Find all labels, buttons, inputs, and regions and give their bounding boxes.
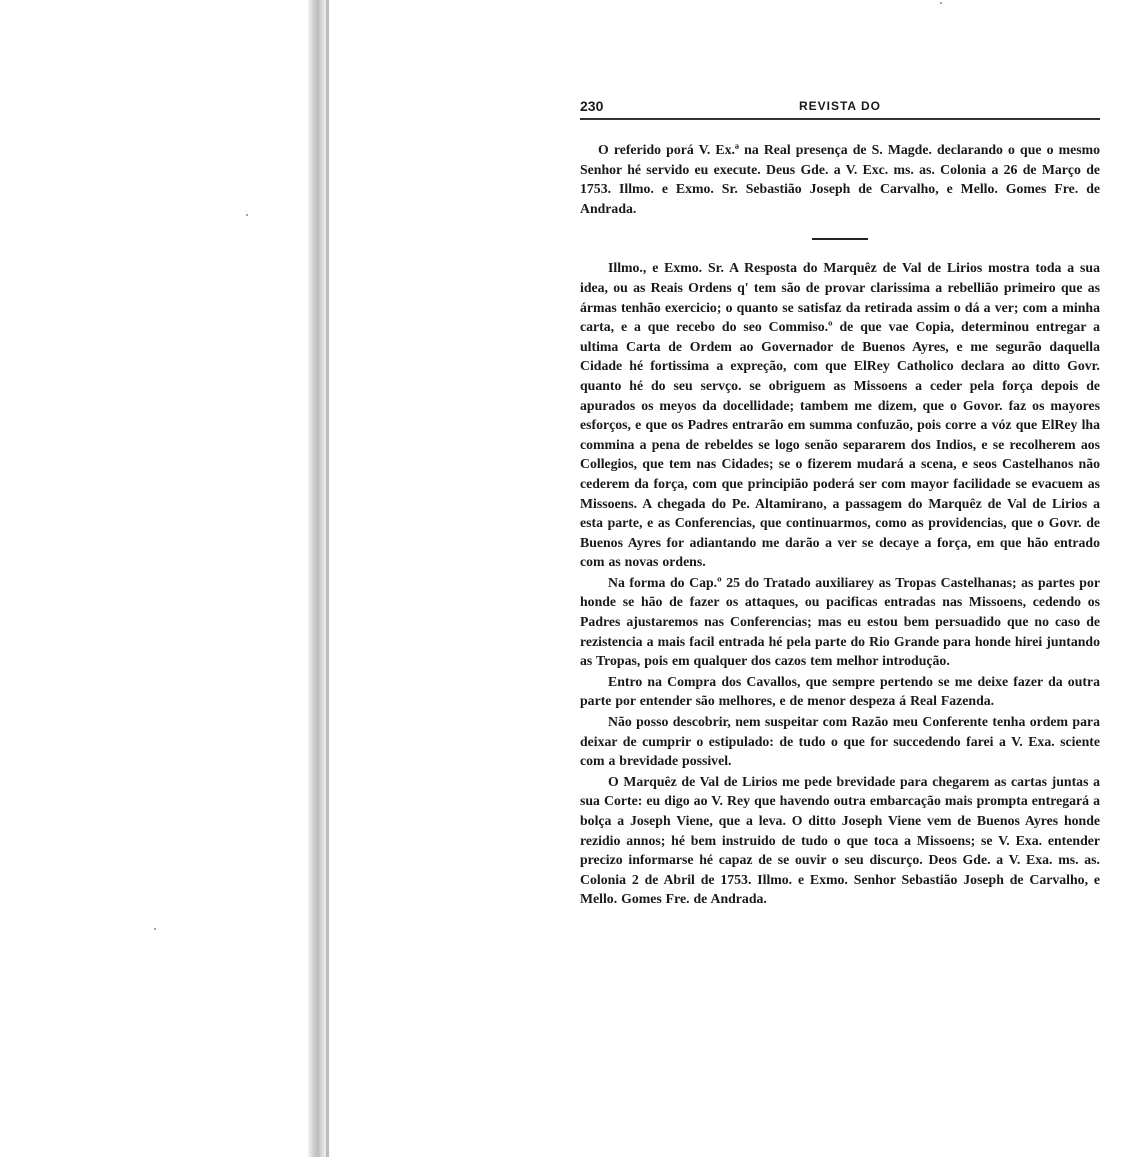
scan-speck — [154, 928, 156, 930]
page-header — [580, 98, 1100, 120]
page-number: 230 — [580, 98, 604, 114]
scan-speck — [246, 214, 248, 216]
running-head: REVISTA DO — [798, 99, 881, 113]
book-gutter-line — [326, 0, 329, 1157]
document-page — [580, 98, 1100, 909]
section-divider — [812, 238, 868, 240]
paragraph-letter-1: O referido porá V. Ex.ª na Real presença de S. Magde. declarando o que o mesmo Senhor hé servido eu execute. Deus Gde. a V. Exc. ms. as. Colonia a 26 de Março de 1753. Illmo. e Exmo. Sr. Sebastião Joseph de Carvalho, e Mello. Gomes Fre. de Andrada. — [580, 142, 1100, 216]
paragraph-letter-2-intro: Illmo., e Exmo. Sr. A Resposta do Marquêz de Val de Lirios mostra toda a sua idea, ou as Reais Ordens q' tem são de provar clarissima a rebellião primeiro que as ármas tenhão exercicio; o quanto se satisfaz da retirada assim o dá a ver; com a minha carta, e a que recebo do seo Commiso.º de que vae Copia, determinou entregar a ultima Carta de Ordem ao Governador de Buenos Ayres, e me segurão daquella Cidade hé fortissima a expreção, com que ElRey Catholico declara ao ditto Govr. quanto hé do seu servço. se obriguem as Missoens a ceder pela força depois de apurados os meyos da docellidade; tambem me dizem, que o Govor. faz os mayores esforços, e que os Padres entrarão em summa confuzão, pois corre a vóz que ElRey lha commina a pena de rebeldes se logo senão separarem dos Indios, e se recolherem aos Collegios, que tem nas Cidades; se o fizerem mudará a scena, e seos Castelhanos não cederem da força, com que principião poderá ser com mayor facilidade se evacuem as Missoens. A chegada do Pe. Altamirano, a passagem do Marquêz de Val de Lirios a esta parte, e as Conferencias, que continuarmos, como as providencias, que o Govr. de Buenos Ayres for adiantando me darão a ver se decaye a força, em que hão entrado com as novas ordens. — [580, 260, 1100, 570]
paragraph-horses: Entro na Compra dos Cavallos, que sempre pertendo se me deixe fazer da outra parte por entender são melhores, e de menor despeza á Real Fazenda. — [580, 673, 1100, 709]
paragraph-conferente: Não posso descobrir, nem suspeitar com Razão meu Conferente tenha ordem para deixar de cumprir o estipulado: de tudo o que for succedendo farei a V. Exa. sciente com a brevidade possivel. — [580, 714, 1100, 769]
paragraph-closing: O Marquêz de Val de Lirios me pede brevidade para chegarem as cartas juntas a sua Corte: eu digo ao V. Rey que havendo outra embarcação mais prompta entregará a bolça a Joseph Viene, que a leva. O ditto Joseph Viene vem de Buenos Ayres honde rezidio annos; hé bem instruido de tudo o que toca a Missoens; se V. Exa. entender precizo informarse hé capaz de se ouvir o seu discurço. Deos Gde. a V. Exa. ms. as. Colonia 2 de Abril de 1753. Illmo. e Exmo. Senhor Sebastião Joseph de Carvalho, e Mello. Gomes Fre. de Andrada. — [580, 773, 1100, 907]
scan-speck — [940, 2, 942, 4]
paragraph-troops: Na forma do Cap.º 25 do Tratado auxiliarey as Tropas Castelhanas; as partes por honde se hão de fazer os attaques, ou pacificas entradas nas Missoens, cedendo os Padres ajustaremos nas Conferencias; mas eu estou bem persuadido que no caso de rezistencia a mais facil entrada hé pela parte do Rio Grande para honde hirei juntando as Tropas, pois em qualquer dos cazos tem melhor introdução. — [580, 574, 1100, 669]
